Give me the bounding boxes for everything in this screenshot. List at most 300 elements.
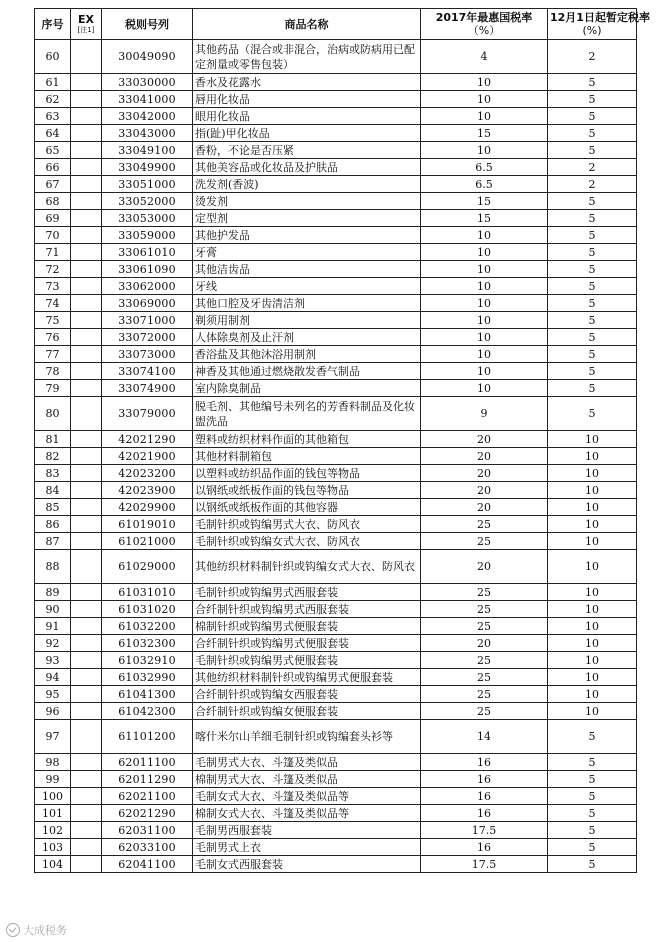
cell-seq: 89	[35, 584, 71, 601]
cell-code: 42021290	[102, 431, 193, 448]
cell-seq: 79	[35, 380, 71, 397]
cell-name: 牙线	[193, 278, 421, 295]
cell-code: 62021100	[102, 788, 193, 805]
cell-rate-2017: 25	[421, 686, 548, 703]
cell-name: 毛制男式大衣、斗篷及类似品	[193, 754, 421, 771]
cell-rate-2017: 25	[421, 652, 548, 669]
cell-code: 33074900	[102, 380, 193, 397]
cell-rate-dec: 10	[548, 431, 637, 448]
cell-rate-2017: 10	[421, 329, 548, 346]
cell-ex	[71, 533, 102, 550]
table-row	[35, 244, 637, 261]
cell-rate-dec: 10	[548, 465, 637, 482]
tariff-table	[34, 8, 650, 873]
cell-seq: 61	[35, 74, 71, 91]
cell-ex	[71, 635, 102, 652]
cell-rate-2017: 9	[421, 397, 548, 431]
cell-seq: 65	[35, 142, 71, 159]
cell-code: 33061090	[102, 261, 193, 278]
cell-seq: 98	[35, 754, 71, 771]
cell-ex	[71, 261, 102, 278]
cell-rate-dec: 5	[548, 227, 637, 244]
cell-rate-dec: 10	[548, 635, 637, 652]
cell-name-text: 喀什米尔山羊细毛制针织或钩编套头衫等	[195, 730, 393, 743]
table-row	[35, 363, 637, 380]
table-row	[35, 193, 637, 210]
cell-rate-2017: 25	[421, 584, 548, 601]
table-row	[35, 516, 637, 533]
cell-rate-2017: 4	[421, 40, 548, 74]
cell-ex	[71, 244, 102, 261]
cell-rate-dec: 5	[548, 346, 637, 363]
cell-ex	[71, 754, 102, 771]
cell-name: 其他纺织材料制针织或钩编男式便服套装	[193, 669, 421, 686]
cell-ex	[71, 805, 102, 822]
cell-seq: 104	[35, 856, 71, 873]
cell-ex	[71, 431, 102, 448]
cell-ex	[71, 295, 102, 312]
cell-name: 以钢纸或纸板作面的其他容器	[193, 499, 421, 516]
cell-rate-dec: 5	[548, 261, 637, 278]
table-row	[35, 720, 637, 754]
table-row	[35, 74, 637, 91]
cell-rate-2017: 6.5	[421, 176, 548, 193]
cell-seq: 70	[35, 227, 71, 244]
cell-name: 以钢纸或纸板作面的钱包等物品	[193, 482, 421, 499]
cell-rate-dec: 5	[548, 125, 637, 142]
cell-rate-2017: 10	[421, 244, 548, 261]
cell-name: 棉制女式大衣、斗篷及类似品等	[193, 805, 421, 822]
cell-rate-dec: 5	[548, 312, 637, 329]
cell-rate-2017: 16	[421, 839, 548, 856]
cell-code: 33069000	[102, 295, 193, 312]
cell-seq: 95	[35, 686, 71, 703]
cell-rate-2017: 16	[421, 771, 548, 788]
cell-rate-dec: 5	[548, 380, 637, 397]
table-row	[35, 210, 637, 227]
cell-rate-2017: 6.5	[421, 159, 548, 176]
cell-rate-2017: 14	[421, 720, 548, 754]
table-row	[35, 839, 637, 856]
cell-ex	[71, 856, 102, 873]
cell-code: 61032200	[102, 618, 193, 635]
cell-rate-dec: 5	[548, 397, 637, 431]
cell-rate-2017: 10	[421, 108, 548, 125]
table-row	[35, 397, 637, 431]
cell-name: 毛制女式大衣、斗篷及类似品等	[193, 788, 421, 805]
header-rate-2017-unit: （%）	[467, 24, 501, 37]
table-row	[35, 584, 637, 601]
cell-rate-2017: 20	[421, 465, 548, 482]
table-row	[35, 533, 637, 550]
table-row	[35, 499, 637, 516]
cell-ex	[71, 329, 102, 346]
cell-code: 30049090	[102, 40, 193, 74]
cell-rate-dec: 5	[548, 193, 637, 210]
cell-ex	[71, 550, 102, 584]
cell-rate-dec: 5	[548, 363, 637, 380]
cell-code: 61031010	[102, 584, 193, 601]
table-row	[35, 380, 637, 397]
cell-rate-dec: 2	[548, 176, 637, 193]
cell-name-text: 其他药品（混合或非混合，治病或防病用已配定剂量或零售包装）	[195, 42, 415, 71]
cell-code: 33073000	[102, 346, 193, 363]
cell-rate-dec: 10	[548, 550, 637, 584]
cell-code: 33059000	[102, 227, 193, 244]
cell-name: 香浴盐及其他沐浴用制剂	[193, 346, 421, 363]
cell-name: 香粉，不论是否压紧	[193, 142, 421, 159]
cell-seq: 101	[35, 805, 71, 822]
cell-ex	[71, 499, 102, 516]
cell-ex	[71, 278, 102, 295]
cell-seq: 68	[35, 193, 71, 210]
cell-name: 其他口腔及牙齿清洁剂	[193, 295, 421, 312]
cell-ex	[71, 482, 102, 499]
header-rate-dec-label: 12月1日起暂定税率	[550, 11, 650, 24]
cell-ex	[71, 380, 102, 397]
header-name: 商品名称	[193, 9, 421, 40]
table-row	[35, 125, 637, 142]
cell-seq: 60	[35, 40, 71, 74]
cell-name: 毛制男式上衣	[193, 839, 421, 856]
cell-seq: 99	[35, 771, 71, 788]
cell-rate-dec: 10	[548, 652, 637, 669]
cell-ex	[71, 465, 102, 482]
table-row	[35, 312, 637, 329]
cell-name: 定型剂	[193, 210, 421, 227]
cell-name	[193, 397, 421, 431]
cell-name: 合纤制针织或钩编女西服套装	[193, 686, 421, 703]
cell-name: 合纤制针织或钩编女便服套装	[193, 703, 421, 720]
cell-code: 62021290	[102, 805, 193, 822]
cell-seq: 100	[35, 788, 71, 805]
cell-rate-2017: 15	[421, 210, 548, 227]
table-row	[35, 601, 637, 618]
cell-rate-dec: 2	[548, 159, 637, 176]
cell-rate-dec: 5	[548, 754, 637, 771]
cell-rate-2017: 10	[421, 227, 548, 244]
header-rate-2017-label: 2017年最惠国税率	[435, 11, 533, 24]
cell-name-text: 脱毛剂、其他编号未列名的芳香料制品及化妆盥洗品	[195, 399, 415, 428]
cell-seq: 103	[35, 839, 71, 856]
cell-name: 棉制针织或钩编男式便服套装	[193, 618, 421, 635]
header-rate-2017	[421, 9, 548, 40]
cell-seq: 71	[35, 244, 71, 261]
watermark	[6, 922, 67, 938]
cell-ex	[71, 142, 102, 159]
table-row	[35, 618, 637, 635]
cell-rate-2017: 20	[421, 635, 548, 652]
header-ex	[71, 9, 102, 40]
header-rate-dec-unit: (%)	[582, 24, 602, 37]
cell-code: 33071000	[102, 312, 193, 329]
cell-code: 33061010	[102, 244, 193, 261]
cell-code: 61029000	[102, 550, 193, 584]
cell-ex	[71, 771, 102, 788]
header-ex-note: [注1]	[77, 26, 95, 34]
cell-rate-2017: 10	[421, 312, 548, 329]
cell-code: 33049900	[102, 159, 193, 176]
cell-rate-2017: 10	[421, 363, 548, 380]
cell-name: 毛制女式西服套装	[193, 856, 421, 873]
table-row	[35, 635, 637, 652]
cell-ex	[71, 397, 102, 431]
cell-rate-dec: 5	[548, 856, 637, 873]
cell-ex	[71, 74, 102, 91]
cell-seq: 69	[35, 210, 71, 227]
table-row	[35, 176, 637, 193]
cell-rate-2017: 16	[421, 754, 548, 771]
table-row	[35, 142, 637, 159]
table-row	[35, 91, 637, 108]
table-row	[35, 686, 637, 703]
cell-code: 33074100	[102, 363, 193, 380]
cell-rate-2017: 10	[421, 380, 548, 397]
header-code: 税则号列	[102, 9, 193, 40]
watermark-logo-icon	[6, 923, 20, 937]
cell-rate-dec: 5	[548, 244, 637, 261]
cell-seq: 72	[35, 261, 71, 278]
cell-seq: 77	[35, 346, 71, 363]
table-row	[35, 448, 637, 465]
cell-ex	[71, 839, 102, 856]
cell-seq: 76	[35, 329, 71, 346]
cell-seq: 92	[35, 635, 71, 652]
cell-name: 以塑料或纺织品作面的钱包等物品	[193, 465, 421, 482]
cell-name	[193, 40, 421, 74]
cell-code: 61031020	[102, 601, 193, 618]
cell-ex	[71, 363, 102, 380]
table-row	[35, 278, 637, 295]
cell-rate-2017: 25	[421, 618, 548, 635]
cell-name: 室内除臭制品	[193, 380, 421, 397]
cell-rate-2017: 16	[421, 788, 548, 805]
cell-name: 人体除臭剂及止汗剂	[193, 329, 421, 346]
cell-rate-2017: 10	[421, 74, 548, 91]
cell-name: 眼用化妆品	[193, 108, 421, 125]
cell-rate-2017: 17.5	[421, 856, 548, 873]
cell-name: 其他材料制箱包	[193, 448, 421, 465]
cell-seq: 85	[35, 499, 71, 516]
cell-name	[193, 550, 421, 584]
cell-rate-dec: 5	[548, 805, 637, 822]
cell-rate-2017: 10	[421, 278, 548, 295]
table-row	[35, 669, 637, 686]
cell-code: 61019010	[102, 516, 193, 533]
cell-name: 塑料或纺织材料作面的其他箱包	[193, 431, 421, 448]
cell-seq: 86	[35, 516, 71, 533]
cell-code: 33072000	[102, 329, 193, 346]
cell-name: 牙膏	[193, 244, 421, 261]
cell-name: 唇用化妆品	[193, 91, 421, 108]
cell-seq: 62	[35, 91, 71, 108]
cell-rate-2017: 20	[421, 431, 548, 448]
cell-rate-dec: 5	[548, 278, 637, 295]
cell-ex	[71, 176, 102, 193]
table-row	[35, 40, 637, 74]
cell-seq: 96	[35, 703, 71, 720]
cell-ex	[71, 40, 102, 74]
cell-name-text: 其他纺织材料制针织或钩编女式大衣、防风衣	[195, 560, 415, 573]
cell-rate-dec: 10	[548, 703, 637, 720]
cell-name: 合纤制针织或钩编男式西服套装	[193, 601, 421, 618]
cell-rate-2017: 10	[421, 91, 548, 108]
cell-rate-2017: 15	[421, 125, 548, 142]
cell-rate-2017: 20	[421, 448, 548, 465]
cell-rate-2017: 16	[421, 805, 548, 822]
cell-name: 剃须用制剂	[193, 312, 421, 329]
cell-rate-2017: 25	[421, 703, 548, 720]
cell-rate-dec: 5	[548, 329, 637, 346]
cell-ex	[71, 312, 102, 329]
cell-rate-dec: 2	[548, 40, 637, 74]
cell-seq: 74	[35, 295, 71, 312]
cell-rate-2017: 10	[421, 261, 548, 278]
cell-name: 毛制针织或钩编男式便服套装	[193, 652, 421, 669]
cell-seq: 84	[35, 482, 71, 499]
cell-code: 61021000	[102, 533, 193, 550]
cell-ex	[71, 227, 102, 244]
cell-rate-2017: 10	[421, 295, 548, 312]
table-row	[35, 703, 637, 720]
cell-ex	[71, 652, 102, 669]
cell-name: 指(趾)甲化妆品	[193, 125, 421, 142]
cell-name: 毛制针织或钩编男式西服套装	[193, 584, 421, 601]
header-rate-dec	[548, 9, 650, 40]
cell-rate-2017: 15	[421, 193, 548, 210]
table-row	[35, 822, 637, 839]
cell-rate-dec: 5	[548, 822, 637, 839]
cell-ex	[71, 686, 102, 703]
tariff-sheet	[34, 8, 650, 873]
cell-ex	[71, 669, 102, 686]
table-row	[35, 856, 637, 873]
cell-rate-dec: 10	[548, 601, 637, 618]
cell-ex	[71, 210, 102, 227]
cell-rate-dec: 5	[548, 91, 637, 108]
cell-rate-2017: 20	[421, 499, 548, 516]
cell-code: 33041000	[102, 91, 193, 108]
cell-rate-2017: 20	[421, 550, 548, 584]
cell-code: 62011100	[102, 754, 193, 771]
cell-rate-dec: 10	[548, 584, 637, 601]
cell-ex	[71, 125, 102, 142]
cell-ex	[71, 822, 102, 839]
table-row	[35, 652, 637, 669]
cell-name: 其他洁齿品	[193, 261, 421, 278]
cell-seq: 73	[35, 278, 71, 295]
cell-code: 42023200	[102, 465, 193, 482]
header-ex-label: EX	[78, 13, 94, 26]
cell-rate-dec: 10	[548, 533, 637, 550]
cell-seq: 80	[35, 397, 71, 431]
table-row	[35, 482, 637, 499]
cell-rate-2017: 20	[421, 482, 548, 499]
table-row	[35, 108, 637, 125]
cell-name	[193, 720, 421, 754]
cell-rate-2017: 10	[421, 346, 548, 363]
cell-seq: 75	[35, 312, 71, 329]
cell-code: 33052000	[102, 193, 193, 210]
cell-code: 33062000	[102, 278, 193, 295]
header-row	[35, 9, 637, 40]
cell-ex	[71, 346, 102, 363]
cell-rate-dec: 5	[548, 771, 637, 788]
table-row	[35, 227, 637, 244]
cell-seq: 97	[35, 720, 71, 754]
cell-code: 62031100	[102, 822, 193, 839]
table-row	[35, 431, 637, 448]
cell-code: 33049100	[102, 142, 193, 159]
cell-code: 62033100	[102, 839, 193, 856]
cell-code: 33079000	[102, 397, 193, 431]
cell-rate-2017: 10	[421, 142, 548, 159]
cell-code: 33051000	[102, 176, 193, 193]
table-row	[35, 465, 637, 482]
table-row	[35, 754, 637, 771]
cell-name: 棉制男式大衣、斗篷及类似品	[193, 771, 421, 788]
cell-name: 烫发剂	[193, 193, 421, 210]
table-row	[35, 295, 637, 312]
cell-name: 其他护发品	[193, 227, 421, 244]
cell-code: 42029900	[102, 499, 193, 516]
cell-seq: 67	[35, 176, 71, 193]
cell-code: 61032910	[102, 652, 193, 669]
cell-seq: 82	[35, 448, 71, 465]
cell-code: 33053000	[102, 210, 193, 227]
cell-rate-dec: 10	[548, 499, 637, 516]
cell-seq: 88	[35, 550, 71, 584]
header-seq: 序号	[35, 9, 71, 40]
cell-rate-dec: 5	[548, 108, 637, 125]
cell-ex	[71, 91, 102, 108]
cell-code: 33042000	[102, 108, 193, 125]
table-row	[35, 329, 637, 346]
cell-rate-dec: 5	[548, 295, 637, 312]
cell-name: 神香及其他通过燃烧散发香气制品	[193, 363, 421, 380]
cell-code: 61032300	[102, 635, 193, 652]
cell-seq: 83	[35, 465, 71, 482]
cell-ex	[71, 193, 102, 210]
cell-rate-dec: 10	[548, 669, 637, 686]
cell-rate-2017: 17.5	[421, 822, 548, 839]
table-row	[35, 771, 637, 788]
cell-name: 其他美容品或化妆品及护肤品	[193, 159, 421, 176]
cell-seq: 93	[35, 652, 71, 669]
cell-rate-2017: 25	[421, 533, 548, 550]
cell-ex	[71, 720, 102, 754]
cell-ex	[71, 448, 102, 465]
cell-rate-2017: 25	[421, 516, 548, 533]
cell-ex	[71, 584, 102, 601]
cell-rate-dec: 5	[548, 142, 637, 159]
cell-code: 61041300	[102, 686, 193, 703]
cell-name: 毛制针织或钩编女式大衣、防风衣	[193, 533, 421, 550]
cell-code: 61101200	[102, 720, 193, 754]
cell-rate-2017: 25	[421, 669, 548, 686]
table-row	[35, 550, 637, 584]
cell-rate-dec: 10	[548, 448, 637, 465]
cell-rate-dec: 5	[548, 839, 637, 856]
cell-code: 61032990	[102, 669, 193, 686]
cell-ex	[71, 108, 102, 125]
cell-seq: 87	[35, 533, 71, 550]
cell-name: 毛制针织或钩编男式大衣、防风衣	[193, 516, 421, 533]
cell-ex	[71, 618, 102, 635]
cell-seq: 63	[35, 108, 71, 125]
cell-seq: 94	[35, 669, 71, 686]
cell-ex	[71, 788, 102, 805]
